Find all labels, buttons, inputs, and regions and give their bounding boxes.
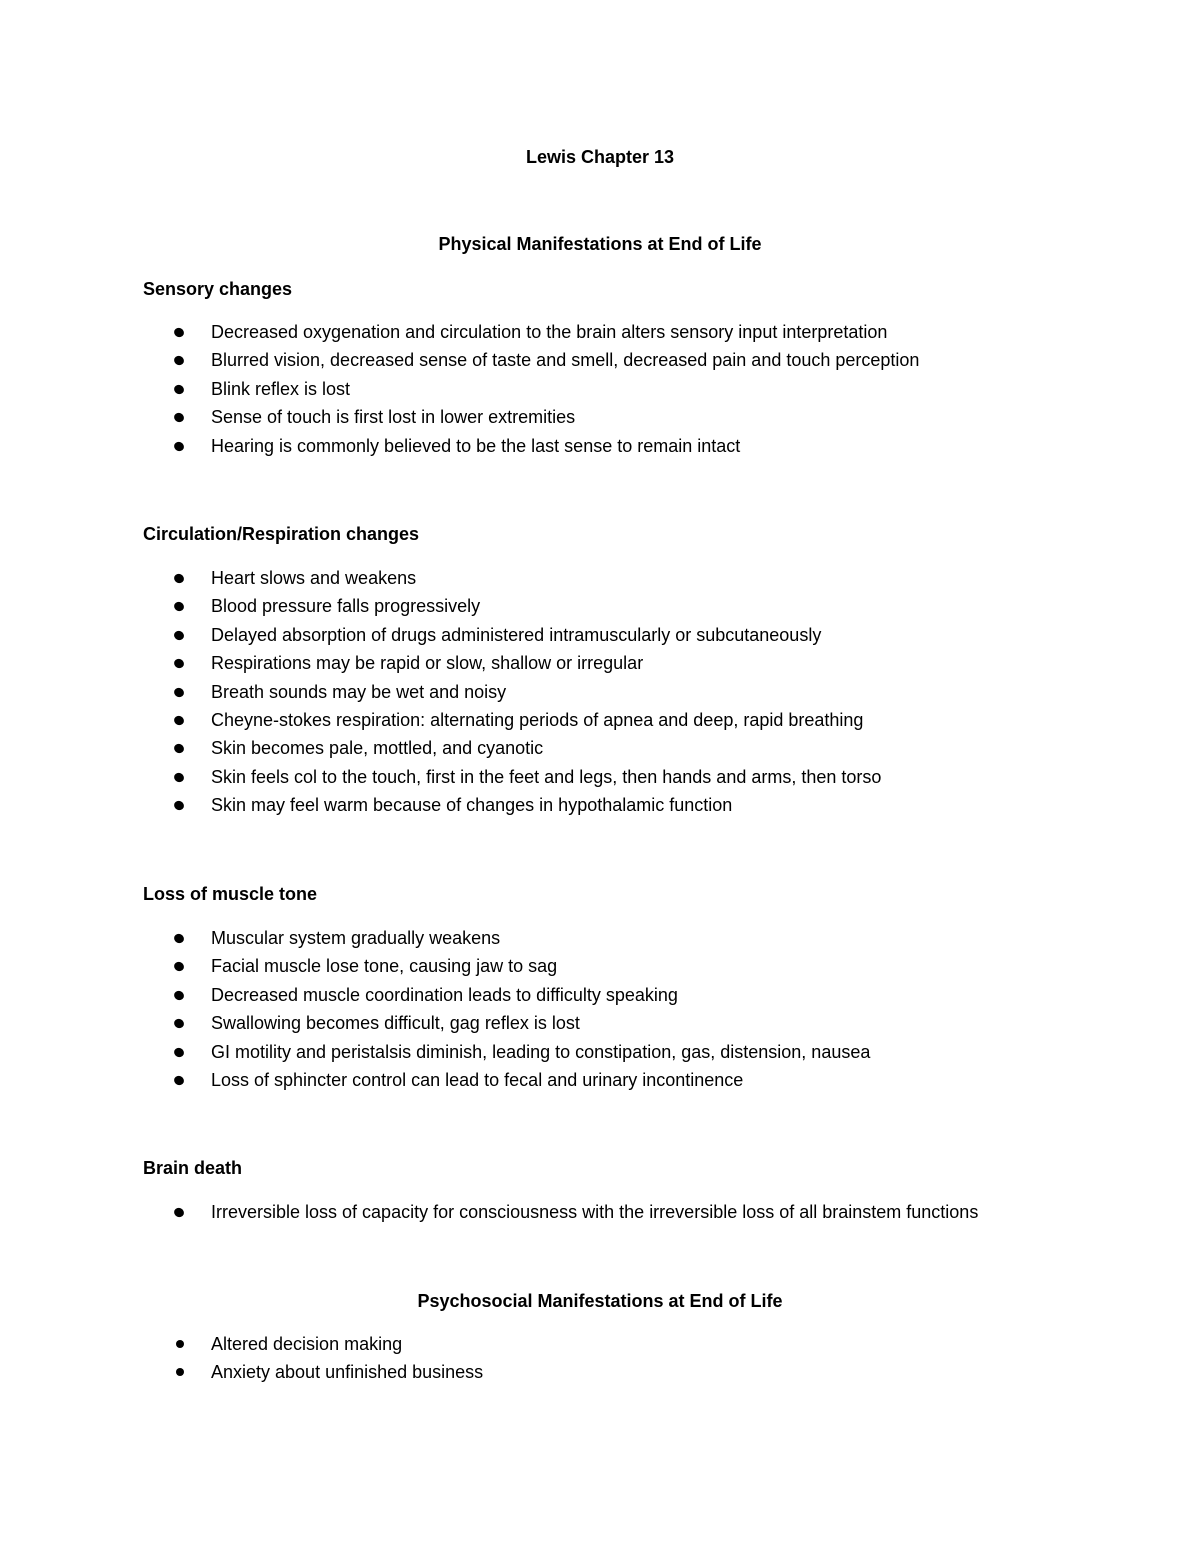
bullet-icon — [176, 1340, 184, 1348]
bullet-icon — [173, 355, 186, 367]
circulation-respiration-heading: Circulation/Respiration changes — [143, 524, 420, 544]
bullet-icon — [173, 1206, 186, 1218]
bullet-icon — [173, 932, 186, 944]
muscle-tone-heading: Loss of muscle tone — [143, 884, 318, 904]
bullet-icon — [173, 572, 186, 584]
bullet-icon — [173, 657, 186, 669]
bullet-icon — [173, 629, 186, 641]
bullet-icon — [173, 799, 186, 811]
bullet-icon — [173, 383, 186, 395]
bullet-icon — [173, 1017, 186, 1029]
bullet-icon — [173, 601, 186, 613]
bullet-icon — [173, 326, 186, 338]
bullet-icon — [173, 1046, 186, 1058]
bullet-icon — [173, 686, 186, 698]
document-title: Lewis Chapter 13 — [525, 147, 675, 167]
bullet-icon — [173, 961, 186, 973]
brain-death-heading: Brain death — [143, 1158, 243, 1178]
psychosocial-manifestations-title: Psychosocial Manifestations at End of Life — [417, 1291, 783, 1311]
sensory-changes-heading: Sensory changes — [143, 279, 293, 299]
document-page: Lewis Chapter 13 Physical Manifestations at End of Life Sensory changes Decreased oxygenation and circulation to the brain alters sensory input interpretation Blurred vision, decreased sense of taste and smell, decreased pain and touch perception Blink reflex is lost Sense of touch is first lost in lower extremities Hearing is commonly believed to be the last sense to remain intact Circulation/Respiration changes Heart slows and weakens Blood pressure falls progressively Delayed absorption of drugs administered intramuscularly or subcutaneously Respirations may be rapid or slow, shallow or irregular Breath sounds may be wet and noisy Cheyne-stokes respiration: alternating periods of apnea and deep, rapid breathing Skin becomes pale, mottled, and cyanotic Skin feels col to the touch, first in the feet and legs, then hands and arms, then torso Skin may feel warm because of changes in hypothalamic function Loss of muscle tone Muscular system gradually weakens Facial muscle lose tone, causing jaw to sag Decreased muscle coordination leads to difficulty speaking Swallowing becomes difficult, gag reflex is lost GI motility and peristalsis diminish, leading to constipation, gas, distension, nausea Loss of sphincter control can lead to fecal and urinary incontinence Brain death Irreversible loss of capacity for consciousness with the irreversible loss of all brainstem functions Psychosocial Manifestations at End of Life Altered decision making Anxiety about unfinished business — [0, 0, 1200, 1553]
bullet-icon — [173, 440, 186, 452]
physical-manifestations-title: Physical Manifestations at End of Life — [438, 234, 762, 254]
bullet-icon — [173, 989, 186, 1001]
bullet-icon — [173, 1074, 186, 1086]
bullet-icon — [173, 714, 186, 726]
bullet-icon — [173, 411, 186, 423]
bullet-icon — [176, 1368, 184, 1376]
bullet-icon — [173, 771, 186, 783]
bullet-icon — [173, 743, 186, 755]
